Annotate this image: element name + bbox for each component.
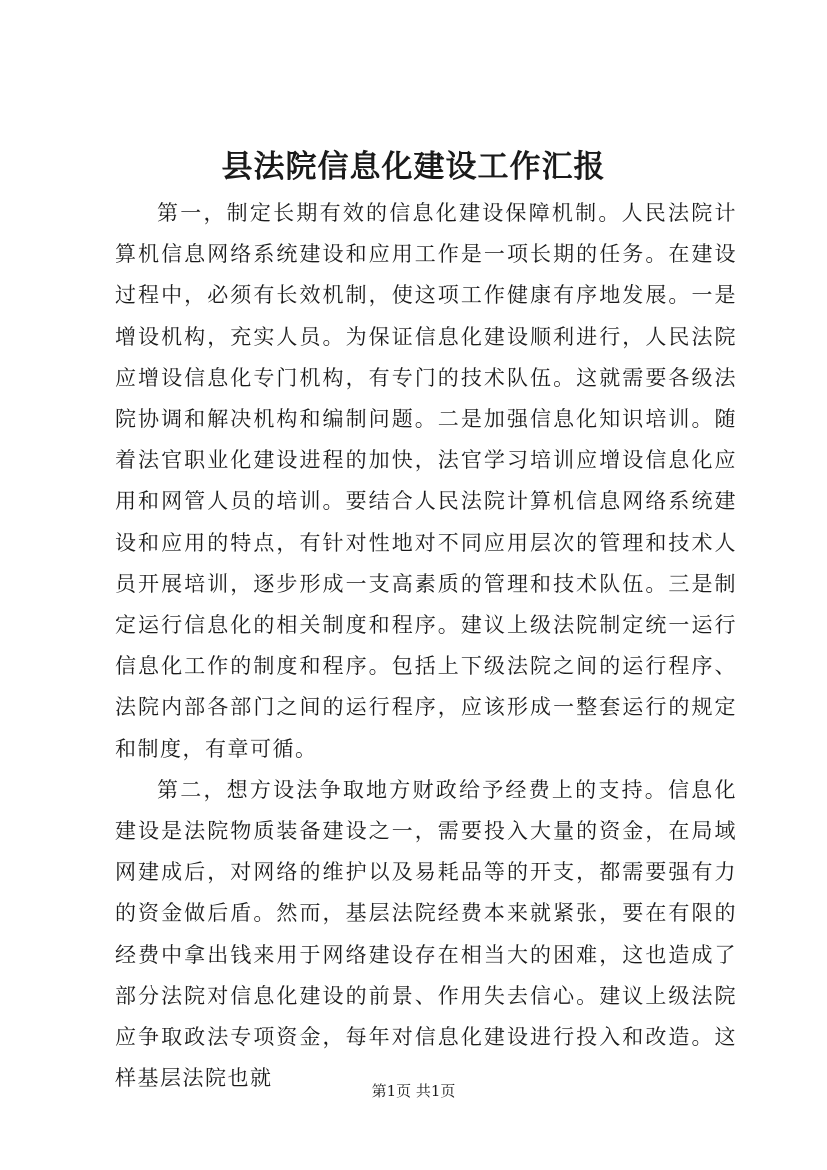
paragraph-2: 第二，想方设法争取地方财政给予经费上的支持。信息化建设是法院物质装备建设之一，需要投入大量的资金，在局域网建成后，对网络的维护以及易耗品等的开支，都需要强有力的资金做后盾。然而，基层法院经费本来就紧张，要在有限的经费中拿出钱来用于网络建设存在相当大的困难，这也造成了部分法院对信息化建设的前景、作用失去信心。建议上级法院应争取政法专项资金，每年对信息化建设进行投入和改造。这样基层法院也就 — [115, 777, 737, 1091]
paragraph-1: 第一，制定长期有效的信息化建设保障机制。人民法院计算机信息网络系统建设和应用工作是一项长期的任务。在建设过程中，必须有长效机制，使这项工作健康有序地发展。一是增设机构，充实人员。为保证信息化建设顺利进行，人民法院应增设信息化专门机构，有专门的技术队伍。这就需要各级法院协调和解决机构和编制问题。二是加强信息化知识培训。随着法官职业化建设进程的加快，法官学习培训应增设信息化应用和网管人员的培训。要结合人民法院计算机信息网络系统建设和应用的特点，有针对性地对不同应用层次的管理和技术人员开展培训，逐步形成一支高素质的管理和技术队伍。三是制定运行信息化的相关制度和程序。建议上级法院制定统一运行信息化工作的制度和程序。包括上下级法院之间的运行程序、法院内部各部门之间的运行程序，应该形成一整套运行的规定和制度，有章可循。 — [115, 201, 737, 761]
document-body — [115, 193, 737, 1099]
page-number-footer: 第1页 共1页 — [371, 1082, 456, 1100]
document-title: 县法院信息化建设工作汇报 — [221, 149, 606, 185]
